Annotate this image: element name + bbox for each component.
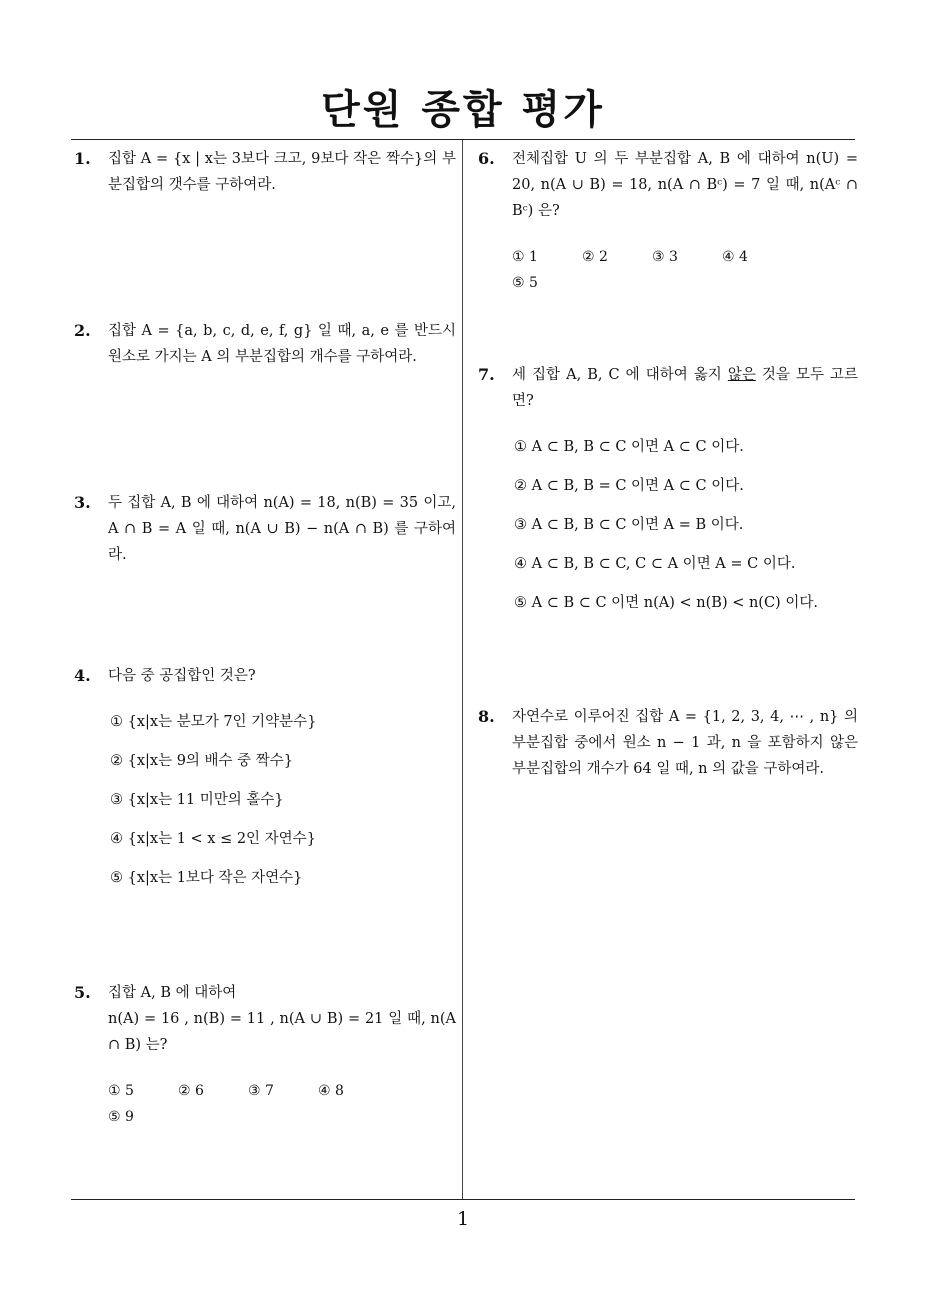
choice-3: ③ 3 bbox=[652, 249, 678, 265]
choice-2: ② A ⊂ B, B = C 이면 A ⊂ C 이다. bbox=[514, 478, 744, 494]
problem-number: 1. bbox=[74, 149, 91, 168]
choice-1: ① 5 bbox=[108, 1083, 134, 1099]
problem-number: 6. bbox=[478, 149, 495, 168]
problem-number: 3. bbox=[74, 493, 91, 512]
underlined-word: 않은 bbox=[727, 367, 756, 383]
problem-6 bbox=[478, 146, 858, 296]
choice-2: ② {x|x는 9의 배수 중 짝수} bbox=[110, 753, 294, 769]
problem-number: 4. bbox=[74, 666, 91, 685]
problem-text: 다음 중 공집합인 것은? bbox=[108, 668, 256, 684]
top-rule bbox=[71, 139, 855, 140]
choice-2: ② 2 bbox=[582, 249, 608, 265]
column-divider bbox=[462, 140, 463, 1200]
problem-number: 2. bbox=[74, 321, 91, 340]
problem-number: 8. bbox=[478, 707, 495, 726]
problem-text-line1: 집합 A, B 에 대하여 bbox=[108, 985, 237, 1001]
problem-3 bbox=[74, 490, 456, 568]
problem-text-part: 것을 모두 고르면? bbox=[512, 367, 859, 409]
problem-text: 두 집합 A, B 에 대하여 n(A) = 18, n(B) = 35 이고, A ∩ B = A 일 때, n(A ∪ B) − n(A ∩ B) 를 구하여라. bbox=[108, 495, 456, 563]
choice-row bbox=[108, 1078, 456, 1130]
choice-4: ④ A ⊂ B, B ⊂ C, C ⊂ A 이면 A = C 이다. bbox=[514, 556, 796, 572]
choice-1: ① A ⊂ B, B ⊂ C 이면 A ⊂ C 이다. bbox=[514, 439, 744, 455]
choice-row bbox=[512, 244, 858, 296]
choice-5: ⑤ {x|x는 1보다 작은 자연수} bbox=[110, 870, 303, 886]
problem-2 bbox=[74, 318, 456, 370]
choice-4: ④ 4 bbox=[722, 249, 748, 265]
problem-number: 7. bbox=[478, 365, 495, 384]
problem-text: 자연수로 이루어진 집합 A = {1, 2, 3, 4, ⋯ , n} 의 부분집합 중에서 원소 n − 1 과, n 을 포함하지 않은 부분집합의 개수가 64 일 때, n 의 값을 구하여라. bbox=[512, 709, 858, 777]
choice-1: ① 1 bbox=[512, 249, 538, 265]
choice-5: ⑤ A ⊂ B ⊂ C 이면 n(A) < n(B) < n(C) 이다. bbox=[514, 595, 818, 611]
problem-number: 5. bbox=[74, 983, 91, 1002]
choice-2: ② 6 bbox=[178, 1083, 204, 1099]
problem-text: 집합 A = {a, b, c, d, e, f, g} 일 때, a, e 를 반드시 원소로 가지는 A 의 부분집합의 개수를 구하여라. bbox=[108, 323, 456, 365]
page-title: 단원 종합 평가 bbox=[321, 87, 605, 133]
problem-text: 집합 A = {x | x는 3보다 크고, 9보다 작은 짝수}의 부분집합의 갯수를 구하여라. bbox=[108, 151, 456, 193]
choice-list bbox=[514, 434, 858, 629]
choice-5: ⑤ 9 bbox=[108, 1109, 134, 1125]
choice-list bbox=[110, 709, 456, 904]
problem-1 bbox=[74, 146, 456, 198]
choice-4: ④ {x|x는 1 < x ≤ 2인 자연수} bbox=[110, 831, 316, 847]
problem-8 bbox=[478, 704, 858, 782]
problem-5 bbox=[74, 980, 456, 1130]
choice-4: ④ 8 bbox=[318, 1083, 344, 1099]
problem-4 bbox=[74, 663, 456, 904]
problem-text: 전체집합 U 의 두 부분집합 A, B 에 대하여 n(U) = 20, n(A ∪ B) = 18, n(A ∩ Bᶜ) = 7 일 때, n(Aᶜ ∩ Bᶜ) 은? bbox=[512, 151, 858, 219]
choice-1: ① {x|x는 분모가 7인 기약분수} bbox=[110, 714, 317, 730]
page-number: 1 bbox=[456, 1208, 470, 1230]
problem-7 bbox=[478, 362, 858, 629]
choice-5: ⑤ 5 bbox=[512, 275, 538, 291]
problem-text-part: 세 집합 A, B, C 에 대하여 옳지 bbox=[512, 367, 728, 383]
choice-3: ③ A ⊂ B, B ⊂ C 이면 A = B 이다. bbox=[514, 517, 744, 533]
bottom-rule bbox=[71, 1199, 855, 1200]
choice-3: ③ 7 bbox=[248, 1083, 274, 1099]
problem-text bbox=[512, 362, 858, 414]
choice-3: ③ {x|x는 11 미만의 홀수} bbox=[110, 792, 284, 808]
problem-text: n(A) = 16 , n(B) = 11 , n(A ∪ B) = 21 일 때, n(A ∩ B) 는? bbox=[108, 1011, 456, 1053]
